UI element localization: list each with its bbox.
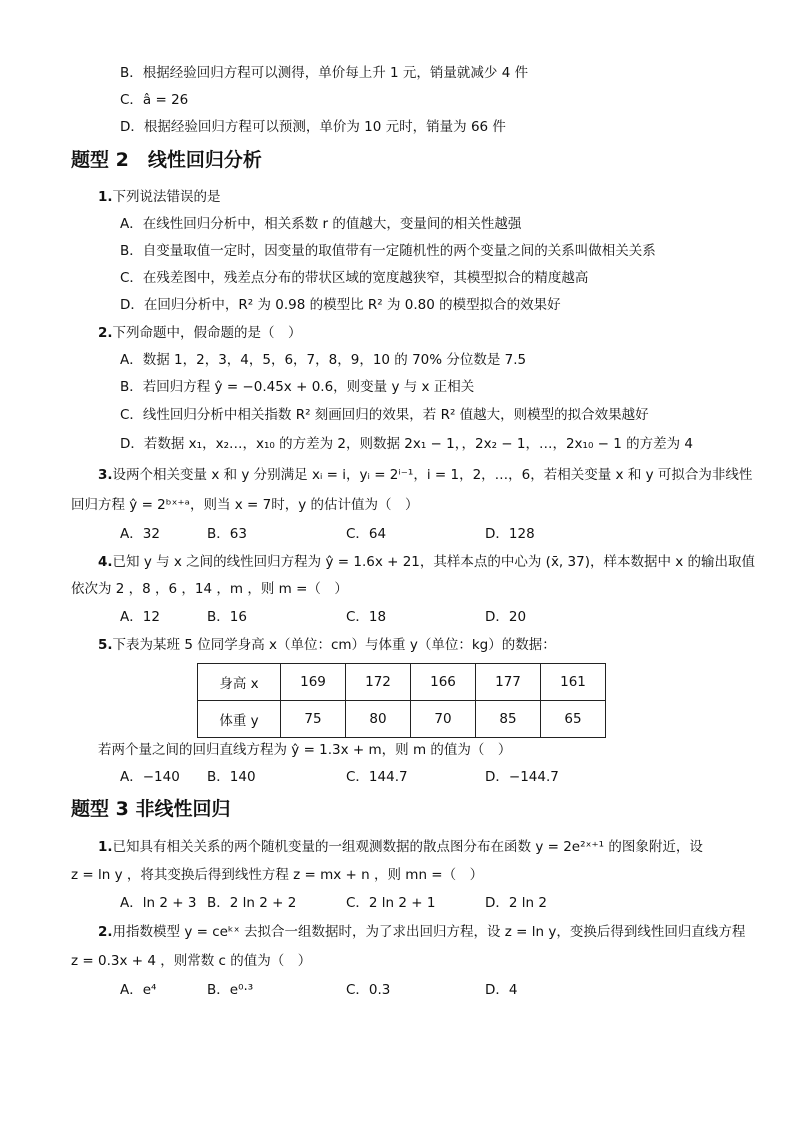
q4-option-d: D．20 — [485, 609, 527, 625]
question-stem: 已知具有相关关系的两个随机变量的一组观测数据的散点图分布在函数 y = 2e²ˣ⁺¹ 的图象附近，设 — [112, 839, 703, 855]
table-cell: 75 — [281, 701, 346, 738]
question-4-continued: 依次为 2 ，8 ，6 ，14 ，m ，则 m =（ ） — [71, 581, 348, 597]
q5-option-d: D．−144.7 — [485, 769, 559, 785]
table-cell: 身高 x — [198, 664, 281, 701]
section-heading-2: 题型 2 线性回归分析 — [71, 149, 262, 171]
table-cell: 172 — [346, 664, 411, 701]
table-cell: 85 — [476, 701, 541, 738]
question-4 — [98, 553, 755, 571]
s3q2-option-a: A．e⁴ — [120, 982, 157, 998]
question-number: 4. — [98, 554, 113, 570]
section-heading-3: 题型 3 非线性回归 — [71, 798, 231, 820]
table-cell: 166 — [411, 664, 476, 701]
prev-option-c: C．â = 26 — [120, 92, 189, 108]
question-1 — [98, 838, 703, 856]
table-row — [198, 701, 606, 738]
q3-option-d: D．128 — [485, 526, 535, 542]
q4-option-c: C．18 — [346, 609, 387, 625]
question-number: 2. — [98, 325, 113, 341]
q4-option-a: A．12 — [120, 609, 160, 625]
question-stem: 用指数模型 y = ceᵏˣ 去拟合一组数据时，为了求出回归方程，设 z = ln y，变换后得到线性回归直线方程 — [112, 924, 746, 940]
s3q2-option-c: C．0.3 — [346, 982, 391, 998]
question-stem: 下列命题中，假命题的是（ ） — [112, 325, 302, 341]
table-cell: 体重 y — [198, 701, 281, 738]
q3-option-c: C．64 — [346, 526, 387, 542]
s3q1-option-c: C．2 ln 2 + 1 — [346, 895, 436, 911]
question-2 — [98, 923, 745, 941]
prev-option-b: B．根据经验回归方程可以测得，单价每上升 1 元，销量就减少 4 件 — [120, 65, 529, 81]
s3q1-option-b: B．2 ln 2 + 2 — [207, 895, 297, 911]
q5-option-b: B．140 — [207, 769, 256, 785]
q4-option-b: B．16 — [207, 609, 247, 625]
q2-option-a: A．数据 1，2，3，4，5，6，7，8，9，10 的 70% 分位数是 7.5 — [120, 352, 527, 368]
question-2 — [98, 324, 302, 342]
question-number: 1. — [98, 189, 113, 205]
q5-option-a: A．−140 — [120, 769, 180, 785]
s3q2-option-d: D．4 — [485, 982, 518, 998]
s3q1-option-d: D．2 ln 2 — [485, 895, 547, 911]
question-3 — [98, 466, 752, 484]
q5-option-c: C．144.7 — [346, 769, 408, 785]
q1-option-b: B．自变量取值一定时，因变量的取值带有一定随机性的两个变量之间的关系叫做相关关系 — [120, 243, 656, 259]
question-1-continued: z = ln y ，将其变换后得到线性方程 z = mx + n ，则 mn =（ ） — [71, 867, 484, 883]
question-stem: 已知 y 与 x 之间的线性回归方程为 ŷ = 1.6x + 21，其样本点的中心为 (x̄, 37)，样本数据中 x 的输出取值 — [112, 554, 756, 570]
question-3-continued: 回归方程 ŷ = 2ᵇˣ⁺ᵃ，则当 x = 7时，y 的估计值为（ ） — [71, 497, 419, 513]
q2-option-c: C．线性回归分析中相关指数 R² 刻画回归的效果，若 R² 值越大，则模型的拟合效果越好 — [120, 407, 649, 423]
q2-option-b: B．若回归方程 ŷ = −0.45x + 0.6，则变量 y 与 x 正相关 — [120, 379, 475, 395]
table-cell: 65 — [541, 701, 606, 738]
s3q2-option-b: B．e⁰·³ — [207, 982, 254, 998]
question-stem: 下表为某班 5 位同学身高 x（单位：cm）与体重 y（单位：kg）的数据： — [112, 637, 556, 653]
q3-option-a: A．32 — [120, 526, 160, 542]
s3q1-option-a: A．ln 2 + 3 — [120, 895, 197, 911]
table-cell: 80 — [346, 701, 411, 738]
question-number: 2. — [98, 924, 113, 940]
table-cell: 70 — [411, 701, 476, 738]
q1-option-c: C．在残差图中，残差点分布的带状区域的宽度越狭窄，其模型拟合的精度越高 — [120, 270, 589, 286]
q3-option-b: B．63 — [207, 526, 247, 542]
question-number: 5. — [98, 637, 113, 653]
question-stem: 下列说法错误的是 — [112, 189, 221, 205]
question-5-continued: 若两个量之间的回归直线方程为 ŷ = 1.3x + m，则 m 的值为（ ） — [98, 742, 512, 758]
height-weight-table — [197, 663, 606, 738]
table-cell: 177 — [476, 664, 541, 701]
q1-option-a: A．在线性回归分析中，相关系数 r 的值越大，变量间的相关性越强 — [120, 216, 522, 232]
table-cell: 169 — [281, 664, 346, 701]
q1-option-d: D．在回归分析中，R² 为 0.98 的模型比 R² 为 0.80 的模型拟合的效果好 — [120, 297, 561, 313]
question-1 — [98, 188, 221, 206]
q2-option-d: D．若数据 x₁，x₂…，x₁₀ 的方差为 2，则数据 2x₁ − 1，，2x₂ − 1，…，2x₁₀ − 1 的方差为 4 — [120, 436, 694, 452]
question-number: 3. — [98, 467, 113, 483]
question-5 — [98, 636, 556, 654]
question-number: 1. — [98, 839, 113, 855]
question-stem: 设两个相关变量 x 和 y 分别满足 xᵢ = i，yᵢ = 2ⁱ⁻¹，i = 1，2，…，6，若相关变量 x 和 y 可拟合为非线性 — [112, 467, 753, 483]
question-2-continued: z = 0.3x + 4 ，则常数 c 的值为（ ） — [71, 953, 312, 969]
table-row — [198, 664, 606, 701]
table-cell: 161 — [541, 664, 606, 701]
prev-option-d: D．根据经验回归方程可以预测，单价为 10 元时，销量为 66 件 — [120, 119, 506, 135]
